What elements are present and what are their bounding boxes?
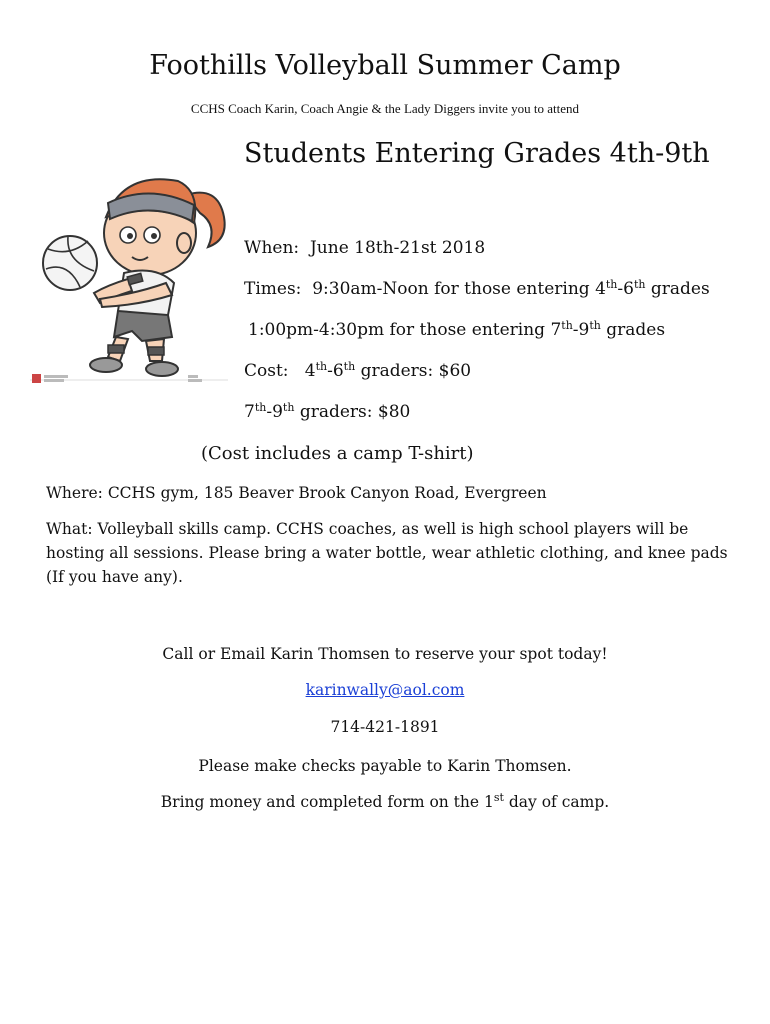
cost-1-text-c: graders: $60 xyxy=(355,361,472,381)
page-title: Foothills Volleyball Summer Camp xyxy=(149,50,621,81)
grades-heading: Students Entering Grades 4th-9th xyxy=(244,138,710,169)
cost-1-text-b: -6 xyxy=(327,361,344,381)
email-link[interactable]: karinwally@aol.com xyxy=(305,681,465,699)
times-2-text-a: 1:00pm-4:30pm for those entering 7 xyxy=(248,320,562,340)
times-1-sup-1: th xyxy=(605,278,618,291)
times-2-text-c: grades xyxy=(600,320,666,340)
bring-sup: st xyxy=(493,791,504,804)
when-line xyxy=(244,238,485,258)
cost-2-text-b: -9 xyxy=(266,402,283,422)
call-to-action: Call or Email Karin Thomsen to reserve your spot today! xyxy=(162,645,608,663)
times-label: Times: xyxy=(244,279,302,299)
cost-1-sup-1: th xyxy=(315,360,328,373)
email-line xyxy=(0,681,770,699)
times-line-1 xyxy=(244,279,710,299)
cost-2-sup-1: th xyxy=(254,401,267,414)
cost-line-2 xyxy=(244,402,410,422)
times-1-text-b: -6 xyxy=(617,279,634,299)
times-2-text-b: -9 xyxy=(572,320,590,340)
cost-2-sup-2: th xyxy=(282,401,295,414)
cost-1-sup-2: th xyxy=(343,360,356,373)
phone-number: 714-421-1891 xyxy=(330,718,440,736)
times-line-2 xyxy=(248,320,665,340)
cost-2-text-c: graders: $80 xyxy=(294,402,411,422)
bring-note xyxy=(0,793,770,811)
bring-text-a: Bring money and completed form on the 1 xyxy=(160,793,494,811)
checks-note: Please make checks payable to Karin Thomsen. xyxy=(198,757,572,775)
times-1-text-a: 9:30am-Noon for those entering 4 xyxy=(312,279,606,299)
times-1-sup-2: th xyxy=(633,278,646,291)
times-1-text-c: grades xyxy=(645,279,710,299)
subtitle: CCHS Coach Karin, Coach Angie & the Lady Diggers invite you to attend xyxy=(190,101,580,116)
cost-2-text-a: 7 xyxy=(244,402,255,422)
cost-line-1 xyxy=(244,361,471,381)
when-label: When: xyxy=(244,238,300,258)
volleyball-player-illustration xyxy=(28,165,233,390)
cost-label: Cost: xyxy=(244,361,289,381)
what-paragraph: What: Volleyball skills camp. CCHS coaches, as well is high school players will be hosting all sessions. Please bring a water bottle, wear athletic clothing, and knee pads (If you have any). xyxy=(46,520,728,586)
cost-1-text-a: 4 xyxy=(304,361,316,381)
where-line: Where: CCHS gym, 185 Beaver Brook Canyon Road, Evergreen xyxy=(46,484,547,502)
when-value: June 18th-21st 2018 xyxy=(309,238,486,258)
volleyball-icon xyxy=(43,236,97,290)
times-2-sup-1: th xyxy=(561,319,573,332)
times-2-sup-2: th xyxy=(589,319,601,332)
cost-note: (Cost includes a camp T-shirt) xyxy=(201,443,474,464)
bring-text-b: day of camp. xyxy=(503,793,610,811)
